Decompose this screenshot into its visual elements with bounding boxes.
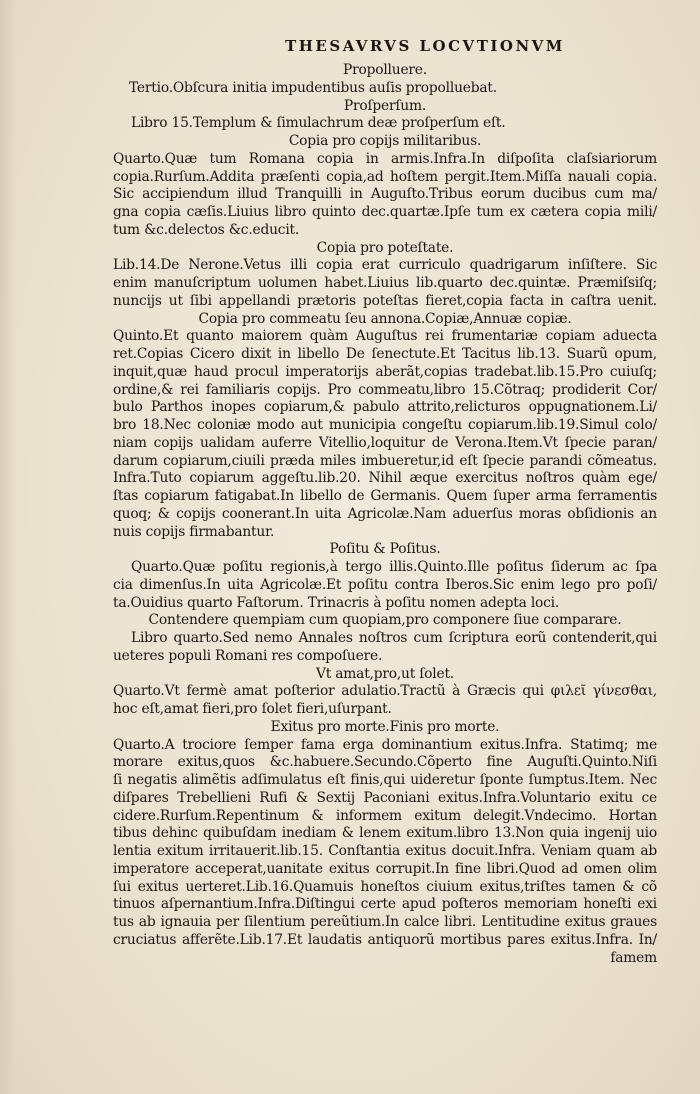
text-line: Quarto.Quæ tum Romana copia in armis.Infra.In diſpoſita claſsiariorum — [113, 150, 657, 167]
text-line: ſui exitus uerteret.Lib.16.Quamuis honeſtos ciuium exitus,triſtes tamen & cõ — [113, 878, 657, 895]
text-line: ſtas copiarum fatigabat.In libello de Germanis. Quem ſuper arma ferramentis — [113, 488, 657, 504]
text-line: Quinto.Et quanto maiorem quàm Auguſtus rei frumentariæ copiam aduecta — [113, 328, 657, 345]
text-line: Propolluere. — [343, 62, 427, 78]
text-line: nuncijs ut ſibi appellandi prætoris poteſtas fieret,copia facta in caſtra uenit. — [113, 292, 657, 309]
text-line: niam copijs ualidam auferre Vitellio,loquitur de Verona.Item.Vt ſpecie paran/ — [113, 434, 657, 451]
text-line: Infra.Tuto copiarum aggeſtu.lib.20. Nihil æque exercitus noſtros quàm ege/ — [113, 470, 657, 487]
text-line: ta.Ouidius quarto Faſtorum. Trinacris à poſitu nomen adepta loci. — [113, 594, 560, 611]
text-line: tus ab ignauia per ſilentium pereũtium.In calce libri. Lentitudine exitus graues — [113, 914, 657, 930]
text-line: lentia exitum irritauerit.lib.15. Conſtantia exitus docuit.Infra. Veniam quam ab — [113, 843, 657, 859]
text-line: bulo Parthos inopes copiarum,& pabulo attrito,relicturos oppugnationem.Li/ — [113, 399, 657, 416]
text-line: cia dimenſus.In uita Agricolæ.Et poſitu contra Iberos.Sic enim lego pro poſi/ — [113, 576, 657, 593]
text-line: Quarto.Vt fermè amat poſterior adulatio.Tractũ à Græcis qui φιλεῖ γίνεσθαι, — [113, 683, 657, 700]
text-line: Exitus pro morte.Finis pro morte. — [270, 718, 500, 735]
text-line: nuis copijs firmabantur. — [113, 523, 275, 540]
text-line: tibus dehinc quibuſdam inediam & lenem exitum.libro 13.Non quia ingenij uio — [113, 825, 657, 842]
text-line: darum copiarum,ciuili præda miles imbueretur,id eſt ſpecie parandi cõmeatus. — [113, 452, 657, 469]
text-line: ordine,& rei familiaris copijs. Pro commeatu,libro 15.Cõtraq; prodiderit Cor/ — [113, 381, 657, 398]
text-line: Quarto.A trociore ſemper fama erga dominantium exitus.Infra. Statimq; me — [113, 736, 657, 753]
text-line: Contendere quempiam cum quopiam,pro componere ſiue comparare. — [148, 612, 622, 629]
running-header: THESAVRVS LOCVTIONVM — [285, 37, 565, 55]
text-line: morare exitus,quos &c.habuere.Secundo.Cõperto fine Auguſti.Quinto.Niſi — [113, 754, 657, 771]
text-line: copia.Rurſum.Addita præſenti copia,ad hoſtem pergit.Item.Miſſa nauali copia. — [113, 168, 657, 185]
text-line: ret.Copias Cicero dixit in libello De ſenectute.Et Tacitus lib.13. Suarũ opum, — [113, 346, 657, 362]
text-line: quoq; & copijs coonerant.In uita Agricolæ.Nam aduerſus moras obſidionis an — [113, 505, 657, 522]
text-line: Libro quarto.Sed nemo Annales noſtros cum ſcriptura eorũ contenderit,qui — [131, 630, 657, 646]
text-line: cidere.Rurſum.Repentinum & informem exitum delegit.Vndecimo. Hortan — [113, 807, 657, 824]
text-line: Sic accipiendum illud Tranquilli in Auguſto.Tribus eorum ducibus cum ma/ — [113, 186, 657, 203]
text-line: Quarto.Quæ poſitu regionis,à tergo illis.Quinto.Ille poſitus ſiderum ac ſpa — [131, 559, 657, 575]
text-line: tum &c.delectos &c.educit. — [113, 221, 300, 238]
text-line: Lib.14.De Nerone.Vetus illi copia erat curriculo quadrigarum inſiſtere. Sic — [113, 257, 657, 274]
text-line: Tertio.Obſcura initia impudentibus auſis propolluebat. — [129, 79, 497, 96]
text-line: imperatore acceperat,uanitate exitus corrupit.In fine libri.Quod ad omen olim — [113, 860, 657, 877]
text-line: ueteres populi Romani res compoſuere. — [113, 647, 383, 664]
text-line: ſi negatis alimẽtis adſimulatus eſt finis,qui uideretur ſponte ſumptus.Item. Nec — [113, 772, 657, 788]
text-line: hoc eſt,amat fieri,pro ſolet fieri,uſurpant. — [113, 701, 392, 717]
text-line: enim manuſcriptum uolumen habet.Liuius lib.quarto dec.quintæ. Præmiſsiſq; — [113, 275, 657, 291]
text-line: Proſperſum. — [343, 97, 427, 114]
text-line: Libro 15.Templum & ſimulachrum deæ proſperſum eſt. — [131, 115, 506, 132]
text-line: cruciatus afferẽte.Lib.17.Et laudatis antiquorũ mortibus pares exitus.Infra. In/ — [113, 931, 657, 948]
text-line: Poſitu & Poſitus. — [329, 541, 441, 558]
text-line: diſpares Trebellieni Rufi & Sextij Paconiani exitus.Infra.Voluntario exitu ce — [113, 789, 657, 806]
text-line: inquit,quæ haud procul imperatorijs aberãt,copias tradebat.lib.15.Pro cuiuſq; — [113, 363, 657, 380]
text-line: famem — [610, 949, 657, 966]
text-line: bro 18.Nec coloniæ modo aut municipia congeſtu copiarum.lib.19.Simul colo/ — [113, 417, 657, 433]
text-line: Copia pro poteſtate. — [316, 239, 454, 256]
text-line: Copia pro copijs militaribus. — [288, 133, 482, 149]
text-line: gna copia cæſis.Liuius libro quinto dec.quartæ.Ipſe tum ex cætera copia mili/ — [113, 204, 657, 220]
page-text-block — [113, 62, 657, 967]
text-line: Vt amat,pro,ut ſolet. — [315, 665, 454, 682]
text-line: Copia pro commeatu ſeu annona.Copiæ,Annuæ copiæ. — [198, 310, 572, 327]
text-line: tinuos aſpernantium.Infra.Diſtingui certe apud poſteros memoriam honeſti exi — [113, 896, 657, 913]
